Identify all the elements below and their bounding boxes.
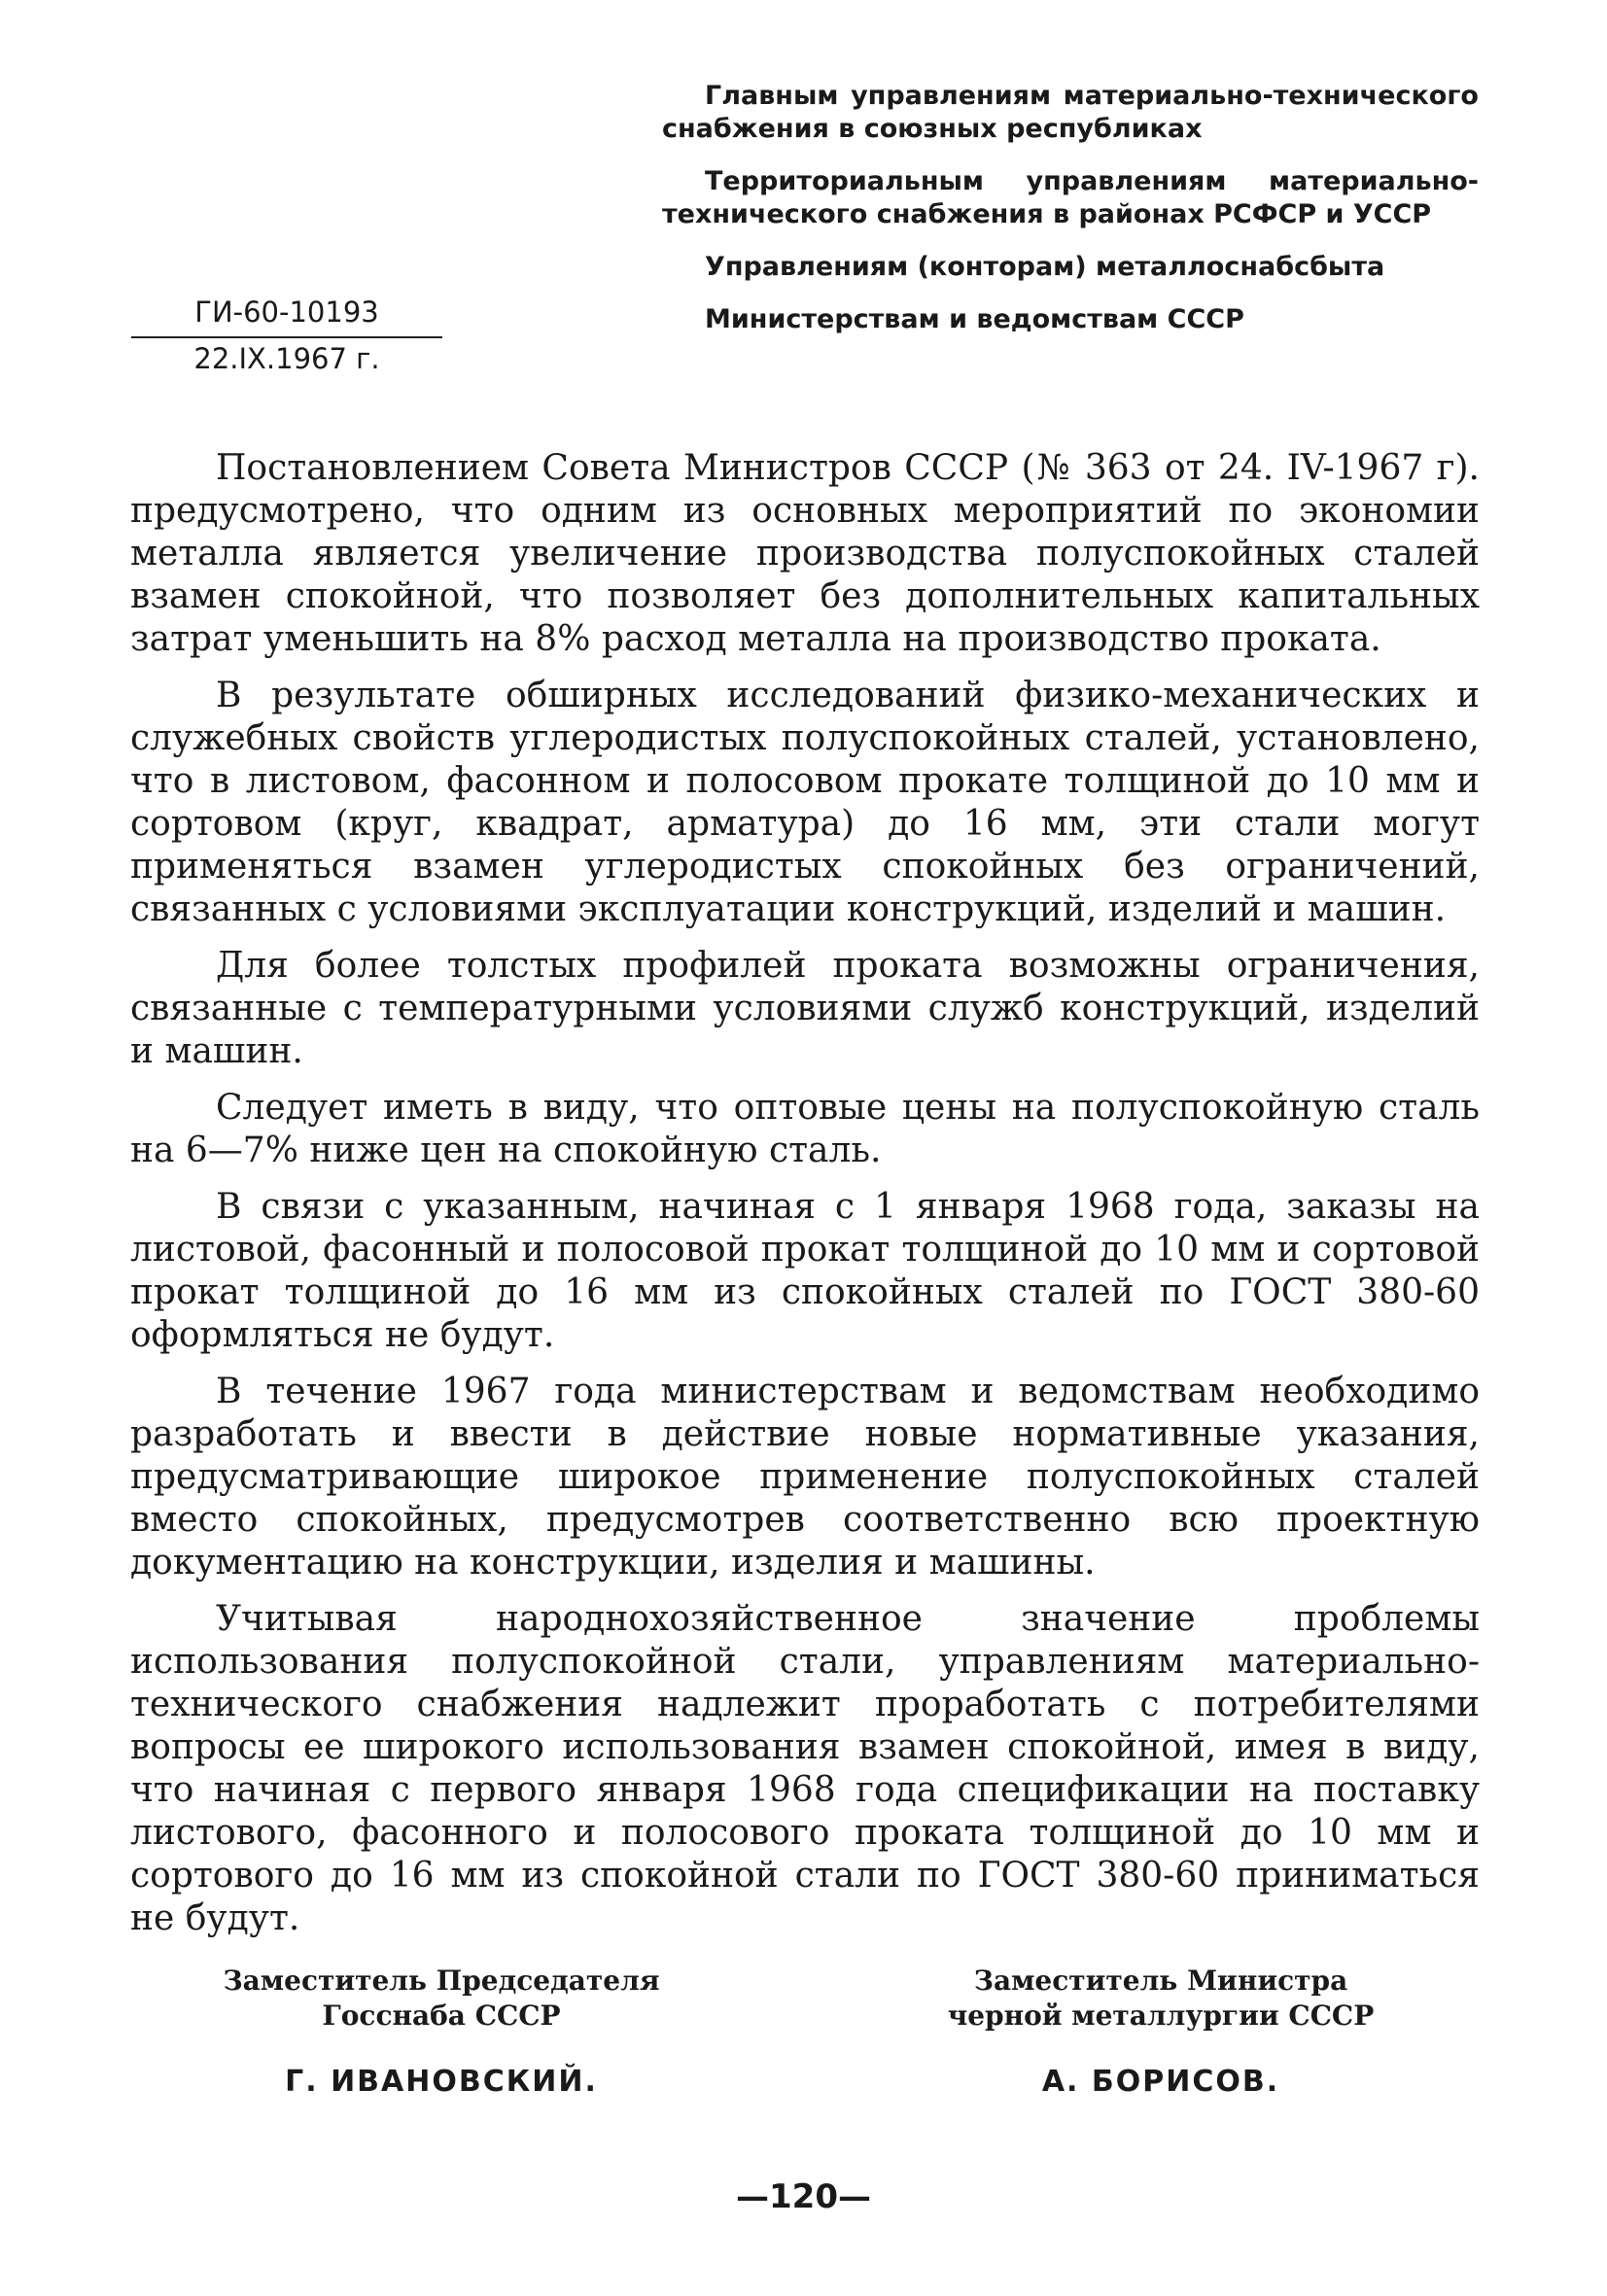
addressee-item: Министерствам и ведомствам СССР <box>705 304 1244 334</box>
signatory-title: Заместитель Председателя <box>223 1965 660 1997</box>
body-paragraph: Постановлением Совета Министров СССР (№ 363 от 24. IV-1967 г). предусмотрено, что одним из основных мероприятий по экономии металла является увеличение производства полуспокойных сталей взамен спокойной, что позволяет без дополнительных капитальных затрат уменьшить на 8% расход металла на производство проката. <box>130 448 1480 659</box>
reference-date: 22.IX.1967 г. <box>193 342 380 375</box>
signatory-organization: Госснаба СССР <box>322 2000 561 2032</box>
body-paragraph: В результате обширных исследований физико-механических и служебных свойств углеродистых полуспокойных сталей, установлено, что в листовом, фасонном и полосовом прокате толщиной до 10 мм и сортовом (круг, квадрат, арматура) до 16 мм, эти стали могут применяться взамен углеродистых спокойных без ограничений, связанных с условиями эксплуатации конструкций, изделий и машин. <box>130 676 1480 929</box>
signatory-name: А. БОРИСОВ. <box>1041 2065 1280 2099</box>
addressee-block <box>662 80 1479 356</box>
addressee-item: Управлениям (конторам) металлоснабсбыта <box>705 252 1385 282</box>
signatory-organization: черной металлургии СССР <box>947 2000 1375 2032</box>
body-paragraph: Следует иметь в виду, что оптовые цены на полуспокойную сталь на 6—7% ниже цен на спокойную сталь. <box>130 1088 1480 1170</box>
addressee-item: Территориальным управлениям материально-технического снабжения в районах РСФСР и УССР <box>662 166 1479 229</box>
body-paragraph: В течение 1967 года министерствам и ведомствам необходимо разработать и ввести в действие новые нормативные указания, предусматривающие широкое применение полуспокойных сталей вместо спокойных, предусмотрев соответственно всю проектную документацию на конструкции, изделия и машины. <box>130 1372 1480 1583</box>
reference-block <box>131 296 442 375</box>
addressee-item: Главным управлениям материально-технического снабжения в союзных республиках <box>662 81 1479 144</box>
reference-number: ГИ-60-10193 <box>131 296 442 338</box>
signature-left <box>189 1964 694 2099</box>
signature-right <box>908 1964 1414 2099</box>
body-paragraph: В связи с указанным, начиная с 1 января 1968 года, заказы на листовой, фасонный и полосовой прокат толщиной до 10 мм и сортовой прокат толщиной до 16 мм из спокойных сталей по ГОСТ 380-60 оформляться не будут. <box>130 1187 1480 1355</box>
letter-body <box>130 447 1480 1954</box>
signatory-name: Г. ИВАНОВСКИЙ. <box>285 2065 598 2099</box>
body-paragraph: Для более толстых профилей проката возможны ограничения, связанные с температурными условиями служб конструкций, изделий и машин. <box>130 946 1480 1071</box>
page-number: —120— <box>736 2177 871 2216</box>
body-paragraph: Учитывая народнохозяйственное значение проблемы использования полуспокойной стали, управлениям материально-технического снабжения надлежит проработать с потребителями вопросы ее широкого использования взамен спокойной, имея в виду, что начиная с первого января 1968 года спецификации на поставку листового, фасонного и полосового проката толщиной до 10 мм и сортового до 16 мм из спокойной стали по ГОСТ 380-60 приниматься не будут. <box>130 1599 1480 1938</box>
signature-block <box>130 1964 1480 2158</box>
signatory-title: Заместитель Министра <box>973 1965 1348 1997</box>
